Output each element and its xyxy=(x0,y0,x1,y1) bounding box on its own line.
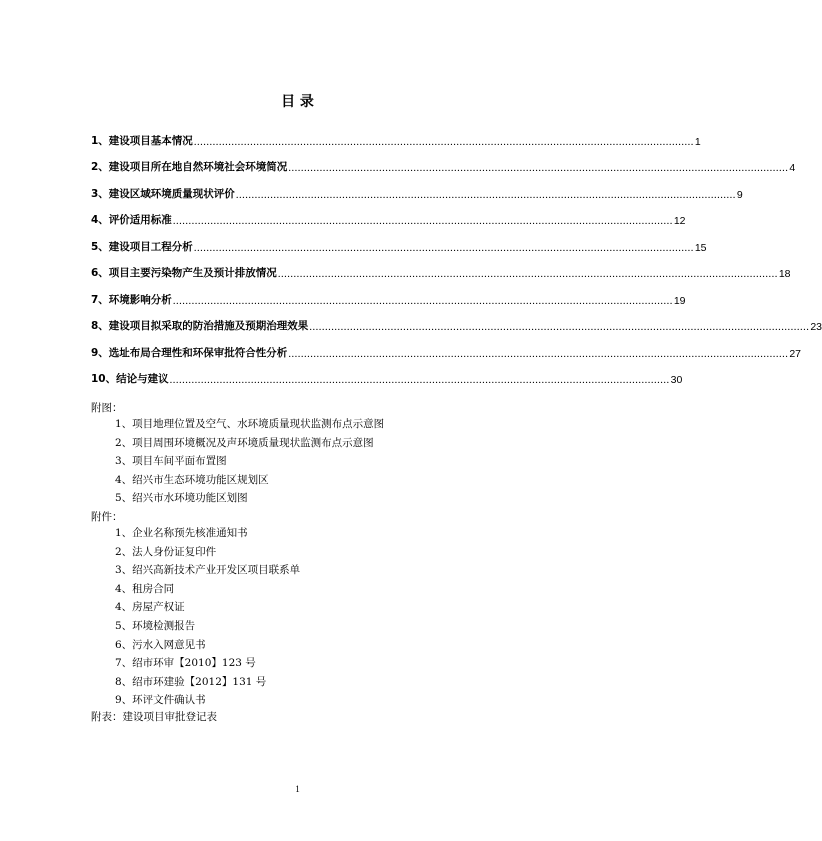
toc-leader-dots: ................................................................................................................................................................ xyxy=(169,375,670,386)
attachments-list xyxy=(115,524,300,710)
toc-entry-page: 1 xyxy=(694,135,701,148)
toc-entry[interactable] xyxy=(91,227,707,254)
figure-item: 3、项目车间平面布置图 xyxy=(115,455,227,468)
toc-entry[interactable] xyxy=(91,307,822,334)
attachment-item: 2、法人身份证复印件 xyxy=(115,545,217,558)
toc-entry-page: 23 xyxy=(810,321,822,333)
figure-item: 4、绍兴市生态环境功能区规划区 xyxy=(115,473,269,486)
toc-entry-page: 9 xyxy=(736,188,743,201)
toc-entry-label: 1、建设项目基本情况 xyxy=(91,134,193,147)
toc-leader-dots: ................................................................................................................................................................ xyxy=(235,189,736,201)
toc-entry-label: 10、结论与建议 xyxy=(91,373,169,385)
attachment-item: 7、绍市环审【2010】123 号 xyxy=(115,657,256,670)
toc-leader-dots: ................................................................................................................................................................ xyxy=(172,216,673,227)
toc-entry-label: 2、建设项目所在地自然环境社会环境简况 xyxy=(91,161,288,173)
figures-heading: 附图： xyxy=(91,402,123,414)
toc-entry-page: 27 xyxy=(789,347,801,360)
toc-entry-page: 30 xyxy=(670,374,683,386)
toc-entry[interactable] xyxy=(91,121,701,148)
toc-leader-dots: ................................................................................................................................................................ xyxy=(288,348,789,360)
attachment-item: 1、企业名称预先核准通知书 xyxy=(115,527,248,539)
figure-item: 1、项目地理位置及空气、水环境质量现状监测布点示意图 xyxy=(115,418,385,430)
attachment-item: 8、绍市环建验【2012】131 号 xyxy=(115,675,267,688)
figure-item: 5、绍兴市水环境功能区划图 xyxy=(115,492,248,505)
attachment-item: 5、环境检测报告 xyxy=(115,619,196,632)
page-title: 目 录 xyxy=(281,94,314,110)
toc-entry[interactable] xyxy=(91,254,791,281)
page-number: 1 xyxy=(295,784,300,794)
toc-entry[interactable] xyxy=(91,333,801,360)
toc-entry-label: 8、建设项目拟采取的防治措施及预期治理效果 xyxy=(91,320,309,332)
table-note: 附表：建设项目审批登记表 xyxy=(91,711,217,723)
figures-list xyxy=(115,415,384,508)
toc-leader-dots: ................................................................................................................................................................ xyxy=(277,269,778,280)
toc-entry-label: 6、项目主要污染物产生及预计排放情况 xyxy=(91,267,277,279)
attachment-item: 9、环评文件确认书 xyxy=(115,694,206,707)
attachments-heading: 附件： xyxy=(91,511,123,523)
toc-entry-page: 12 xyxy=(673,215,686,227)
table-of-contents xyxy=(91,121,822,386)
attachment-item: 4、房屋产权证 xyxy=(115,601,185,614)
attachment-item: 6、污水入网意见书 xyxy=(115,638,206,651)
toc-entry-label: 9、选址布局合理性和环保审批符合性分析 xyxy=(91,346,288,359)
toc-entry-page: 4 xyxy=(789,162,796,174)
figure-item: 2、项目周围环境概况及声环境质量现状监测布点示意图 xyxy=(115,436,374,449)
toc-leader-dots: ................................................................................................................................................................ xyxy=(193,136,694,148)
toc-entry-page: 18 xyxy=(778,268,791,280)
toc-entry[interactable] xyxy=(91,148,796,175)
toc-entry-label: 4、评价适用标准 xyxy=(91,214,172,226)
toc-entry[interactable] xyxy=(91,201,686,228)
toc-entry-page: 15 xyxy=(694,241,707,254)
toc-entry[interactable] xyxy=(91,360,683,387)
attachment-item: 4、租房合同 xyxy=(115,582,175,595)
toc-leader-dots: ................................................................................................................................................................ xyxy=(172,295,673,307)
toc-leader-dots: ................................................................................................................................................................ xyxy=(309,322,810,333)
toc-leader-dots: ................................................................................................................................................................ xyxy=(193,242,694,254)
toc-entry[interactable] xyxy=(91,280,686,307)
toc-leader-dots: ................................................................................................................................................................ xyxy=(288,163,789,174)
toc-entry-label: 5、建设项目工程分析 xyxy=(91,240,193,253)
toc-entry-label: 3、建设区域环境质量现状评价 xyxy=(91,187,235,200)
toc-entry[interactable] xyxy=(91,174,743,201)
toc-entry-label: 7、环境影响分析 xyxy=(91,293,172,306)
toc-entry-page: 19 xyxy=(673,294,686,307)
attachment-item: 3、绍兴高新技术产业开发区项目联系单 xyxy=(115,564,301,577)
